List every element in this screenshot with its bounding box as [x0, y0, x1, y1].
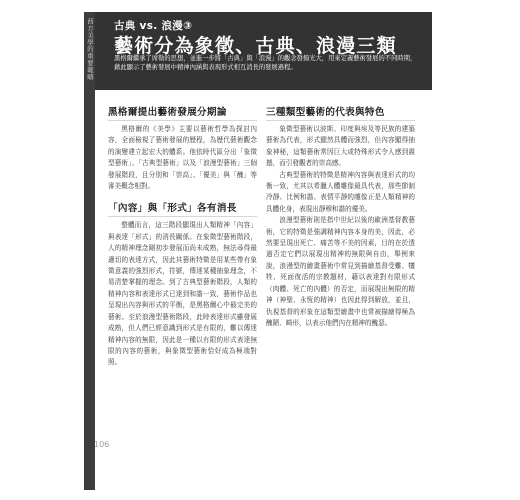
left-column: [108, 104, 257, 369]
right-column: [266, 104, 415, 329]
section-heading-three-types: 三種類型藝術的代表與特色: [266, 104, 415, 121]
paragraph-symbolic-art: 象徵型藝術以波斯、印度與埃及等民族的建築藝術為代表，形式顯然具體而強烈，但內容顯得抽象神秘，這類藝術常因巨大或特殊形式令人感到震撼，而引發觀者的崇高感。: [266, 125, 415, 168]
header-intro: 黑格爾繼承了席勒的思想，並進一步將「古典」與「浪漫」的觀念發揚光大，用來定義藝術發展的不同時期，藉此顯示了藝術發展中精神內涵與表現形式相互消長的發展過程。: [114, 55, 417, 71]
page-header: [95, 12, 432, 90]
paragraph-classical-art: 古典型藝術的特徵是精神內容與表達形式的均衡一致，尤其以希臘人體雕像最具代表，那些節制冷靜、比例和諧、表情平靜的雕像正是人類精神的具體化身，表現出靜穆和諧的優美。: [266, 170, 415, 213]
sidebar-chapter-title: 西方美學的重要範疇: [86, 18, 94, 81]
header-supertitle: 古典 vs. 浪漫③: [114, 20, 193, 32]
page-number: 106: [94, 440, 110, 449]
section-paragraph-content-form: 整體而言，這三階段顯現出人類精神「內容」與表達「形式」的消長關係。在象徵型藝術階段，人的精神理念剛初步發展而尚未成熟，無法尋得最適切的表達方式，因此其藝術特徵是用某些帶有象徵意義的強烈形式，符號，傳達某種抽象理念，不易清楚掌握的理念。到了古典型藝術階段，人類的精神內容和表達形式已達到和諧一致，藝術作品也呈現出內容與形式的平衡，是黑格爾心中最完美的藝術。至於浪漫型藝術階段，此時表達形式雖發展成熟，但人們已經意識到形式是有限的，難以傳達精神內容的無限，因此是一種以有限的形式表達無限的內容的藝術，與象徵型藝術恰好成為極端對照。: [108, 221, 257, 367]
section-heading-content-form: 「內容」與「形式」各有消長: [108, 200, 257, 217]
page-title: 藝術分為象徵、古典、浪漫三類: [114, 35, 397, 57]
chapter-sidebar: [84, 12, 95, 490]
section-paragraph-periodization: 黑格爾的《美學》主要以藝術哲學為探討內容，全面檢視了藝術發展的歷程，為歷代藝術觀念的演變建立起宏大的體系。他依時代區分出「象徵型藝術」、「古典型藝術」以及「浪漫型藝術」三個發展階段，且分別和「崇高」、「優美」與「醜」等審美概念相對。: [108, 125, 257, 191]
paragraph-romantic-art: 浪漫型藝術則是指中世紀以後的歐洲基督教藝術，它的特徵是強調精神內容本身的美，因此，必然要呈現出死亡、痛苦等不美的因素，目的在於透過否定它們以展現出精神的無限與自由，舉例來說，浪漫型的繪畫藝術中常見到描繪基督受難、犧牲、死面復活的宗教題材，藉以表達對有限形式（肉體、死亡的內體）的否定，而展現出無限的精神（神聖、永恆的精神）也因此得到解放，並且，仇視基督的形象在這類型繪畫中也常被描繪得極為醜陋、畸形，以表示他們內在精神的醜惡。: [266, 216, 415, 327]
section-heading-periodization: 黑格爾提出藝術發展分期論: [108, 104, 257, 121]
book-page: [84, 12, 432, 490]
